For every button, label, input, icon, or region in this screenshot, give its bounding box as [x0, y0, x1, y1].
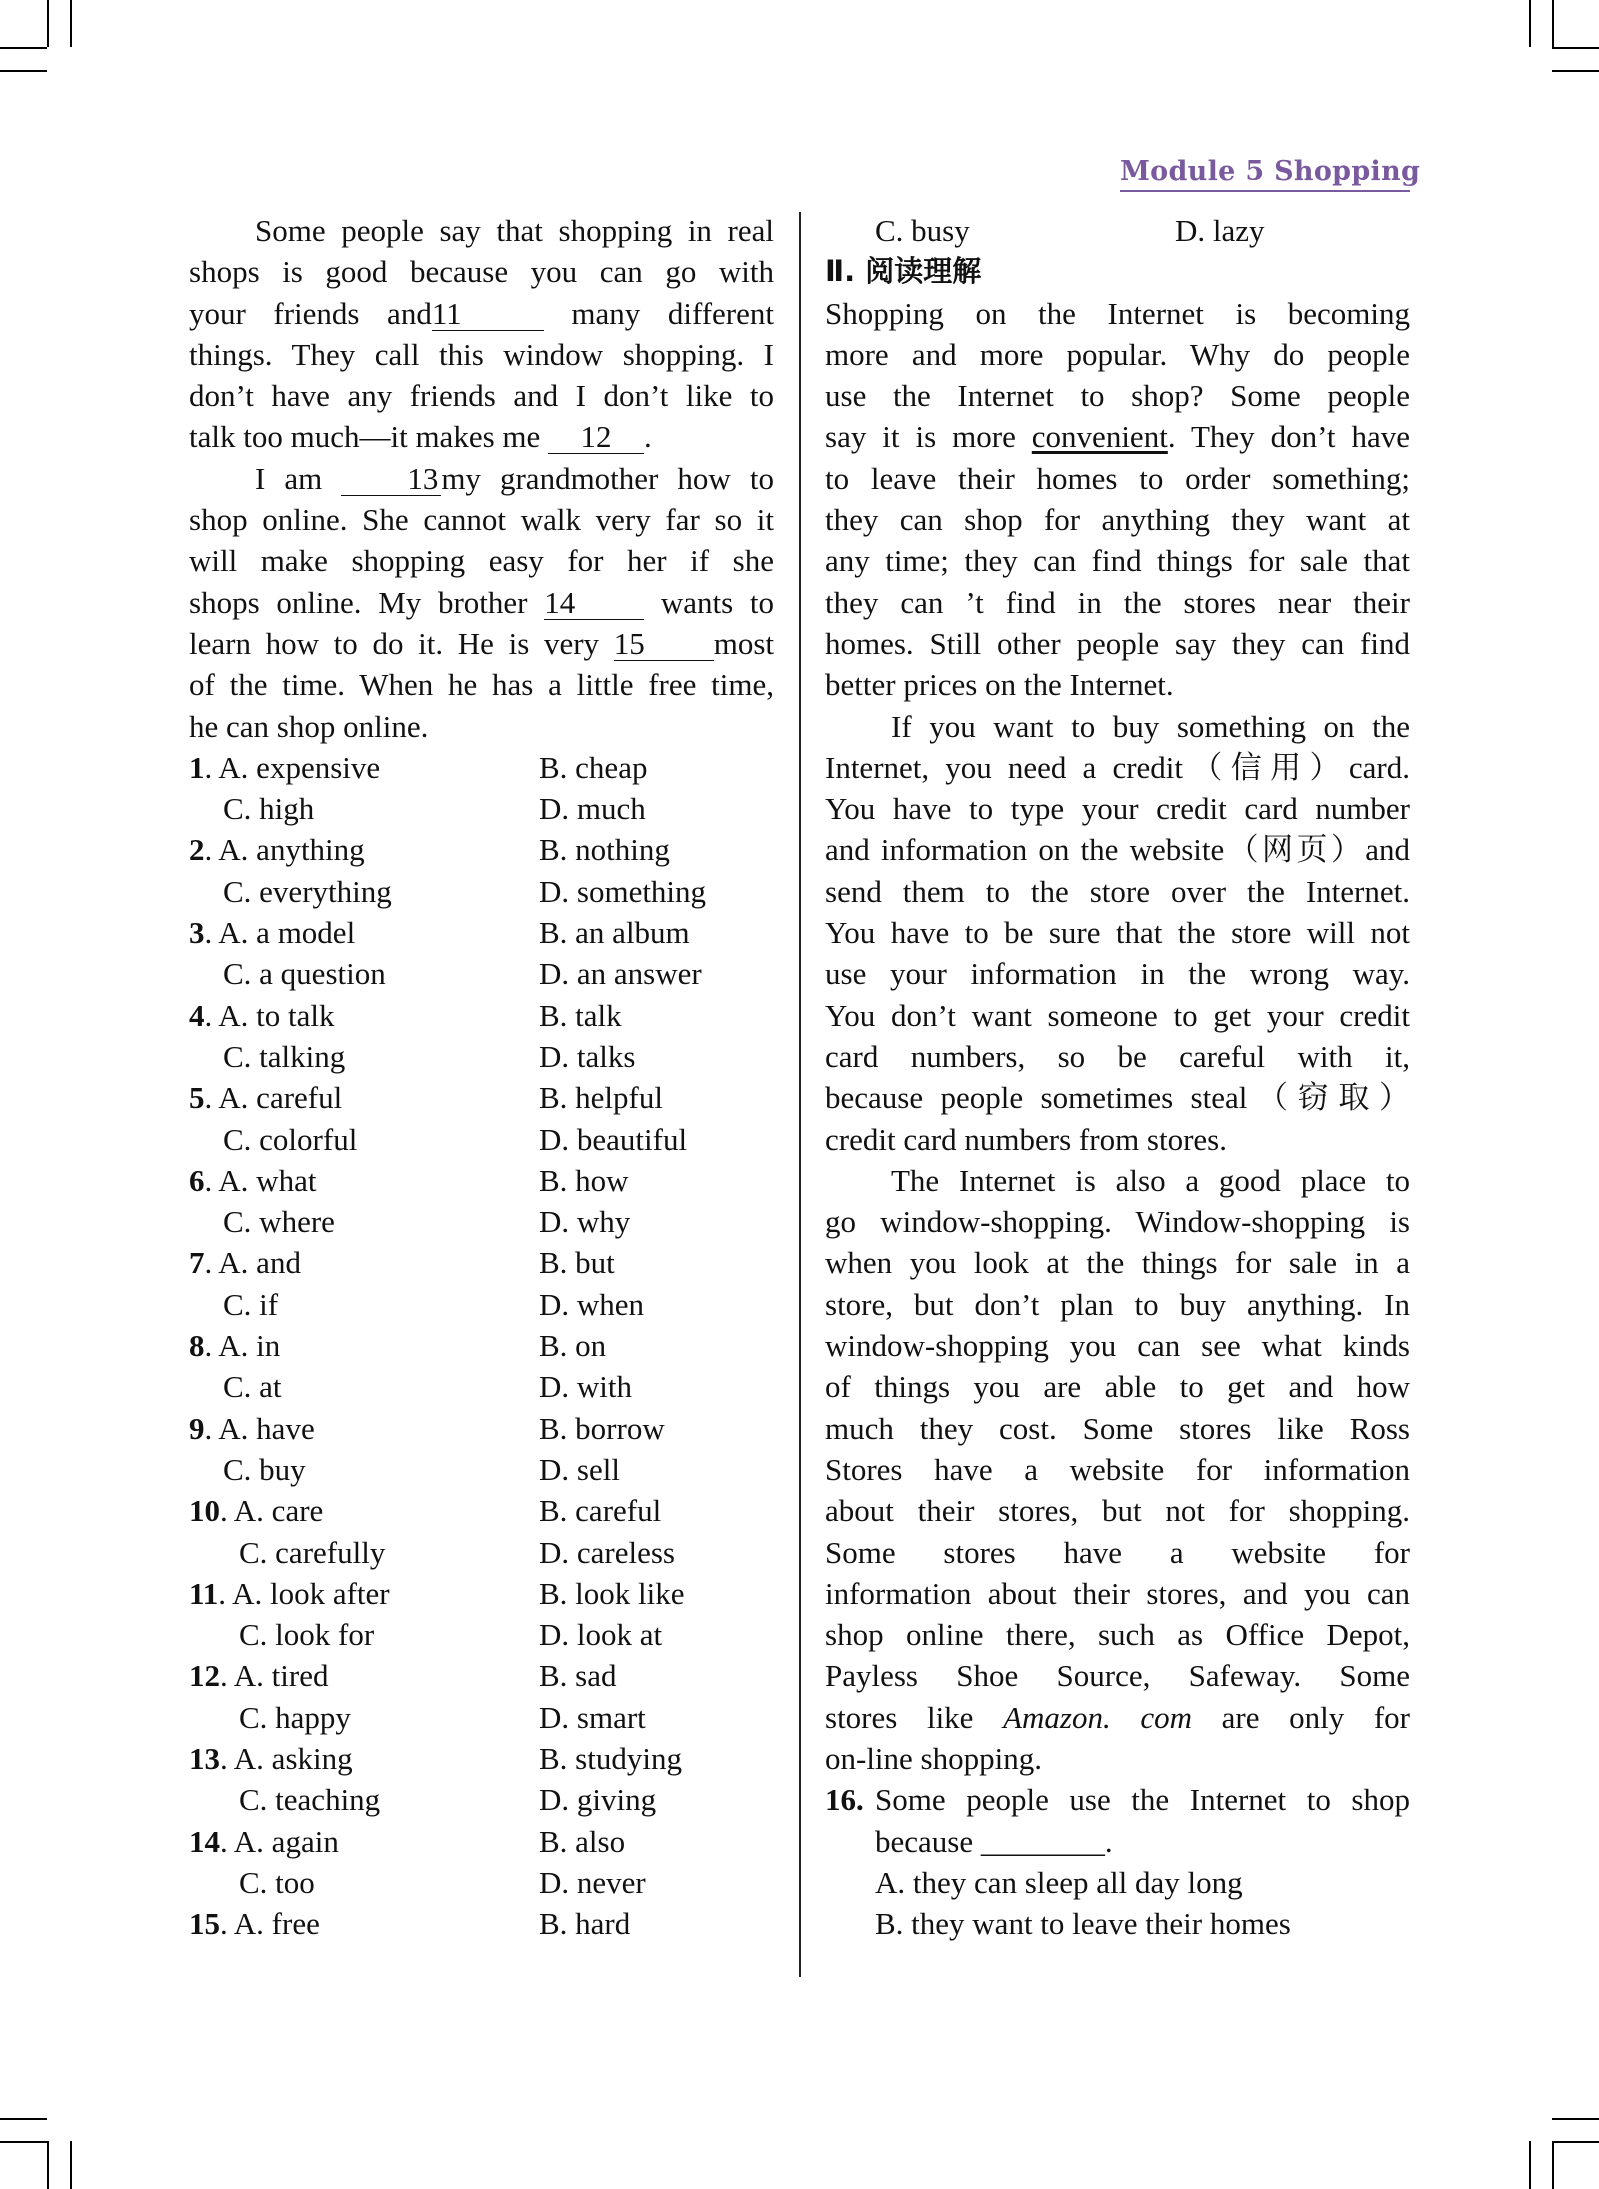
question-number: 5	[189, 1080, 205, 1116]
option-a[interactable]: 13. A. asking	[189, 1740, 353, 1776]
question-row	[189, 1408, 774, 1449]
blank-15: 15	[614, 628, 714, 661]
option-d[interactable]: D. why	[539, 1204, 631, 1240]
question-row	[189, 1036, 774, 1077]
option-b[interactable]: B. but	[539, 1245, 615, 1281]
text-line: better prices on the Internet.	[825, 667, 1174, 703]
text-line: to leave their homes to order something;	[825, 460, 1410, 496]
reading-passage	[825, 293, 1410, 1780]
question-row	[189, 1614, 774, 1655]
crop-mark	[1552, 47, 1599, 49]
option-b[interactable]: B. studying	[539, 1740, 682, 1776]
crop-mark	[0, 2118, 47, 2120]
text-line: credit card numbers from stores.	[825, 1121, 1228, 1157]
text-line: because people sometimes steal（窃取）	[825, 1080, 1410, 1116]
text-line: and information on the website（网页）and	[825, 832, 1410, 868]
cloze-passage	[189, 210, 774, 747]
question-text: Some people use the Internet to shop	[875, 1782, 1410, 1818]
text-line	[189, 623, 774, 664]
option-b[interactable]: B. look like	[539, 1575, 685, 1611]
question-number: 16.	[825, 1782, 864, 1818]
text-line: they can shop for anything they want at	[825, 502, 1410, 538]
question-row	[189, 1119, 774, 1160]
text-line	[189, 416, 774, 457]
option-c[interactable]: C. look for	[239, 1617, 375, 1653]
question-number: 2	[189, 832, 205, 868]
option-d[interactable]: D. look at	[539, 1617, 663, 1653]
option-b[interactable]: B. sad	[539, 1658, 617, 1694]
option-a[interactable]: 4. A. to talk	[189, 997, 335, 1033]
option-b[interactable]: B. an album	[539, 915, 690, 951]
option-d[interactable]: D. lazy	[1175, 213, 1265, 248]
option-c[interactable]: C. at	[223, 1369, 282, 1405]
option-b[interactable]: B. on	[539, 1328, 607, 1364]
question-number: 15	[189, 1906, 220, 1942]
option-a-text: A. care	[233, 1493, 324, 1529]
text-line: of things you are able to get and how	[825, 1369, 1410, 1405]
question-row	[189, 1573, 774, 1614]
text-line	[825, 416, 1410, 457]
crop-mark	[1552, 2141, 1599, 2143]
option-a[interactable]: A. they can sleep all day long	[875, 1864, 1243, 1900]
option-a-text: A. again	[233, 1823, 339, 1859]
crop-mark	[0, 47, 47, 49]
text-line: on-line shopping.	[825, 1740, 1042, 1776]
option-d[interactable]: D. much	[539, 791, 646, 827]
crop-mark	[1529, 2141, 1531, 2189]
question-row	[189, 1655, 774, 1696]
question-number: 3	[189, 915, 205, 951]
module-header: Module 5 Shopping	[1120, 156, 1410, 192]
option-b[interactable]: B. careful	[539, 1493, 662, 1529]
column-divider	[799, 212, 801, 1977]
text-line: of the time. When he has a little free time,	[189, 667, 774, 703]
text: many different	[543, 295, 774, 331]
text-line: when you look at the things for sale in a	[825, 1245, 1410, 1281]
text-line: much they cost. Some stores like Ross	[825, 1410, 1410, 1446]
question-number: 12	[189, 1658, 220, 1694]
option-a-text: A. have	[218, 1410, 315, 1446]
question-row	[189, 1325, 774, 1366]
italic-text: Amazon. com	[1003, 1699, 1192, 1735]
question-stem	[825, 1779, 1410, 1820]
question-row	[189, 1284, 774, 1325]
text-line	[825, 1697, 1410, 1738]
option-d[interactable]: D. careless	[539, 1534, 675, 1570]
option-a[interactable]: 11. A. look after	[189, 1575, 390, 1611]
text: my grandmother how to	[441, 460, 774, 496]
blank-11: 11	[432, 298, 544, 331]
option-a[interactable]: 6. A. what	[189, 1162, 317, 1198]
option-b[interactable]: B. also	[539, 1823, 626, 1859]
crop-mark	[47, 0, 49, 47]
option-a[interactable]: 15. A. free	[189, 1906, 320, 1942]
question-row	[189, 747, 774, 788]
question-number: 13	[189, 1740, 220, 1776]
text-line: they can ’t find in the stores near their	[825, 584, 1410, 620]
text: shops online. My brother	[189, 584, 545, 620]
text: talk too much—it makes me	[189, 419, 549, 455]
question-text-cont: because ________.	[875, 1823, 1113, 1859]
question-row	[189, 1862, 774, 1903]
question-number: 1	[189, 749, 205, 785]
option-c[interactable]: C. teaching	[239, 1782, 381, 1818]
text-line: use the Internet to shop? Some people	[825, 378, 1410, 414]
option-d[interactable]: D. giving	[539, 1782, 657, 1818]
question-row	[189, 1779, 774, 1820]
option-a[interactable]: 12. A. tired	[189, 1658, 329, 1694]
option-a-text: A. careful	[218, 1080, 343, 1116]
option-c[interactable]: C. talking	[223, 1038, 346, 1074]
option-c[interactable]: C. carefully	[239, 1534, 386, 1570]
option-a[interactable]: 14. A. again	[189, 1823, 339, 1859]
text: say it is more	[825, 419, 1032, 455]
text: . They don’t have	[1167, 419, 1410, 455]
text-line: don’t have any friends and I don’t like to	[189, 378, 774, 414]
text-line: Some stores have a website for	[825, 1534, 1410, 1570]
option-a[interactable]: 5. A. careful	[189, 1080, 343, 1116]
text-line: about their stores, but not for shopping.	[825, 1493, 1410, 1529]
text-line: store, but don’t plan to buy anything. In	[825, 1286, 1410, 1322]
option-c[interactable]: C. high	[223, 791, 315, 827]
option-a-text: A. anything	[218, 832, 365, 868]
text-line: shop online there, such as Office Depot,	[825, 1617, 1410, 1653]
option-a[interactable]: 9. A. have	[189, 1410, 315, 1446]
option-d[interactable]: D. talks	[539, 1038, 636, 1074]
option-c[interactable]: C. happy	[239, 1699, 351, 1735]
text-line: he can shop online.	[189, 708, 429, 744]
option-b[interactable]: B. they want to leave their homes	[875, 1906, 1291, 1942]
option-b[interactable]: B. how	[539, 1162, 629, 1198]
option-a-text: A. a model	[218, 915, 356, 951]
option-c[interactable]: C. too	[239, 1864, 315, 1900]
question-number: 8	[189, 1328, 205, 1364]
text-line: send them to the store over the Internet.	[825, 873, 1410, 909]
question-row	[189, 1490, 774, 1531]
option-a-text: A. look after	[232, 1575, 390, 1611]
question-number: 6	[189, 1162, 205, 1198]
option-b[interactable]: B. cheap	[539, 749, 648, 785]
section-title: Ⅱ. 阅读理解	[825, 254, 982, 289]
crop-mark	[47, 2141, 49, 2189]
option-a-text: A. to talk	[218, 997, 335, 1033]
question-row	[189, 1366, 774, 1407]
text-line: will make shopping easy for her if she	[189, 543, 774, 579]
question-number: 7	[189, 1245, 205, 1281]
option-c[interactable]: C. colorful	[223, 1121, 358, 1157]
text-line: card numbers, so be careful with it,	[825, 1038, 1410, 1074]
option-a[interactable]: 2. A. anything	[189, 832, 365, 868]
question-number: 9	[189, 1410, 205, 1446]
text-line: homes. Still other people say they can find	[825, 625, 1410, 661]
crop-mark	[70, 0, 72, 47]
option-b[interactable]: B. hard	[539, 1906, 631, 1942]
option-c[interactable]: C. everything	[223, 873, 392, 909]
crop-mark	[1529, 0, 1531, 47]
underlined-word: convenient	[1031, 419, 1168, 455]
text-line	[189, 582, 774, 623]
question-row	[189, 1738, 774, 1779]
question-16	[825, 1779, 1410, 1944]
question-15-options-cd	[825, 210, 1410, 251]
text: are only for	[1192, 1699, 1410, 1735]
text-line: Shopping on the Internet is becoming	[825, 295, 1410, 331]
crop-mark	[1552, 0, 1554, 47]
blank-13: 13	[341, 463, 441, 496]
crop-mark	[1552, 70, 1599, 72]
option-a[interactable]: 7. A. and	[189, 1245, 301, 1281]
option-b[interactable]: B. talk	[539, 997, 622, 1033]
option-b[interactable]: B. helpful	[539, 1080, 663, 1116]
option-d[interactable]: D. an answer	[539, 956, 702, 992]
option-a[interactable]: 3. A. a model	[189, 915, 356, 951]
text-line: Stores have a website for information	[825, 1451, 1410, 1487]
question-row	[189, 1201, 774, 1242]
option-d[interactable]: D. never	[539, 1864, 646, 1900]
option-a-text: A. free	[233, 1906, 320, 1942]
text: .	[644, 419, 652, 455]
option-d[interactable]: D. something	[539, 873, 707, 909]
question-number: 4	[189, 997, 205, 1033]
text: learn how to do it. He is very	[189, 625, 614, 661]
text-line: Internet, you need a credit（信用）card.	[825, 749, 1410, 785]
text-line	[189, 458, 774, 499]
text-line: If you want to buy something on the	[891, 708, 1410, 744]
question-row	[189, 1449, 774, 1490]
left-column	[189, 210, 774, 1944]
question-row	[189, 1077, 774, 1118]
text-line	[189, 293, 774, 334]
blank-14: 14	[544, 587, 644, 620]
text-line: use your information in the wrong way.	[825, 956, 1410, 992]
text: I am	[255, 460, 342, 496]
text-line: any time; they can find things for sale that	[825, 543, 1410, 579]
option-a-text: A. tired	[233, 1658, 329, 1694]
option-b[interactable]: B. nothing	[539, 832, 670, 868]
text: wants to	[644, 584, 774, 620]
right-column	[825, 210, 1410, 1944]
question-row	[189, 1160, 774, 1201]
option-c[interactable]: C. busy	[875, 213, 970, 248]
option-a-text: A. what	[218, 1162, 317, 1198]
text-line: more and more popular. Why do people	[825, 336, 1410, 372]
option-a[interactable]: 8. A. in	[189, 1328, 281, 1364]
question-row	[189, 871, 774, 912]
option-a-text: A. and	[218, 1245, 301, 1281]
question-row	[189, 995, 774, 1036]
text-line: Payless Shoe Source, Safeway. Some	[825, 1658, 1410, 1694]
text-line: The Internet is also a good place to	[891, 1162, 1410, 1198]
option-a-text: A. in	[218, 1328, 281, 1364]
text-line: things. They call this window shopping. I	[189, 336, 774, 372]
question-row	[189, 1903, 774, 1944]
option-c[interactable]: C. if	[223, 1286, 279, 1322]
option-c[interactable]: C. where	[223, 1204, 335, 1240]
text-line: information about their stores, and you can	[825, 1575, 1410, 1611]
text-line: shop online. She cannot walk very far so it	[189, 502, 774, 538]
text: most	[713, 625, 774, 661]
text: your friends and	[189, 295, 432, 331]
option-a-text: A. expensive	[218, 749, 381, 785]
option-a[interactable]: 1. A. expensive	[189, 749, 381, 785]
option-d[interactable]: D. beautiful	[539, 1121, 688, 1157]
option-d[interactable]: D. when	[539, 1286, 645, 1322]
text-line: You don’t want someone to get your credit	[825, 997, 1410, 1033]
crop-mark	[1552, 2141, 1554, 2189]
text-line: window-shopping you can see what kinds	[825, 1328, 1410, 1364]
question-number: 14	[189, 1823, 220, 1859]
option-c[interactable]: C. buy	[223, 1451, 306, 1487]
blank-12: 12	[548, 421, 644, 454]
option-d[interactable]: D. smart	[539, 1699, 646, 1735]
text-line: Some people say that shopping in real	[255, 213, 774, 248]
text-line: shops is good because you can go with	[189, 254, 774, 290]
option-d[interactable]: D. sell	[539, 1451, 620, 1487]
question-row	[189, 788, 774, 829]
question-number: 10	[189, 1493, 220, 1529]
crop-mark	[70, 2141, 72, 2189]
question-list	[189, 747, 774, 1945]
crop-mark	[1552, 2118, 1599, 2120]
option-b[interactable]: B. borrow	[539, 1410, 665, 1446]
text-line: go window-shopping. Window-shopping is	[825, 1204, 1410, 1240]
text: stores like	[825, 1699, 1004, 1735]
question-row	[189, 1821, 774, 1862]
option-a-text: A. asking	[233, 1740, 353, 1776]
question-row	[189, 829, 774, 870]
option-a[interactable]: 10. A. care	[189, 1493, 324, 1529]
option-d[interactable]: D. with	[539, 1369, 632, 1405]
crop-mark	[0, 70, 47, 72]
question-row	[189, 1697, 774, 1738]
option-c[interactable]: C. a question	[223, 956, 386, 992]
text-line: You have to be sure that the store will not	[825, 915, 1410, 951]
question-row	[189, 912, 774, 953]
question-row	[189, 953, 774, 994]
text-line: You have to type your credit card number	[825, 791, 1410, 827]
crop-mark	[0, 2141, 47, 2143]
question-number: 11	[189, 1575, 219, 1611]
question-row	[189, 1532, 774, 1573]
question-row	[189, 1242, 774, 1283]
